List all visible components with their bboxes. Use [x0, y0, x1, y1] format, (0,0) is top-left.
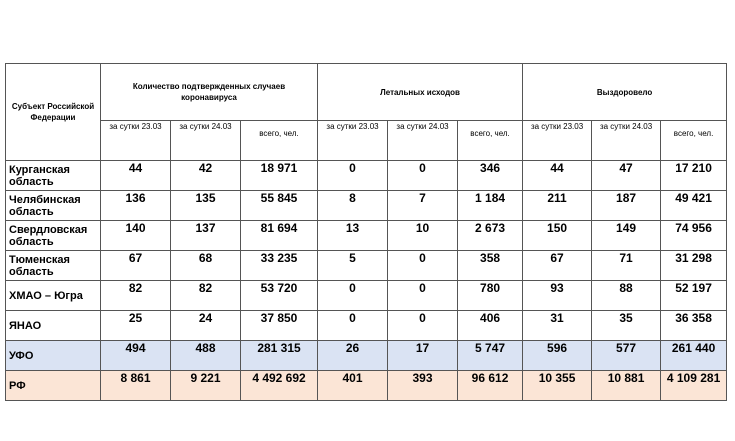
table-row [6, 311, 727, 341]
table-cell: 31 [523, 311, 592, 341]
region-name: Тюменская область [6, 251, 101, 281]
table-cell: 44 [101, 161, 171, 191]
table-cell: 10 881 [592, 371, 661, 401]
table-cell: 4 109 281 [661, 371, 727, 401]
table-cell: 406 [458, 311, 523, 341]
region-name: ХМАО – Югра [6, 281, 101, 311]
table-cell: 81 694 [241, 221, 318, 251]
table-cell: 0 [388, 311, 458, 341]
table-cell: 494 [101, 341, 171, 371]
region-name: Курганская область [6, 161, 101, 191]
table-cell: 17 [388, 341, 458, 371]
table-cell: 0 [388, 251, 458, 281]
table-cell: 33 235 [241, 251, 318, 281]
table-cell: 55 845 [241, 191, 318, 221]
table-cell: 88 [592, 281, 661, 311]
confirmed-header: Количество подтвержденных случаев коронавируса [101, 64, 318, 121]
table-cell: 0 [388, 161, 458, 191]
table-cell: 7 [388, 191, 458, 221]
covid-stats-table [5, 63, 727, 401]
table-cell: 358 [458, 251, 523, 281]
table-cell: 8 [318, 191, 388, 221]
table-cell: 36 358 [661, 311, 727, 341]
table-cell: 93 [523, 281, 592, 311]
confirmed-day2-header: за сутки 24.03 [171, 121, 241, 161]
table-cell: 96 612 [458, 371, 523, 401]
table-cell: 67 [523, 251, 592, 281]
table-cell: 47 [592, 161, 661, 191]
table-cell: 140 [101, 221, 171, 251]
table-cell: 5 [318, 251, 388, 281]
table-row-ufo-total [6, 341, 727, 371]
recovered-day2-header: за сутки 24.03 [592, 121, 661, 161]
table-cell: 0 [388, 281, 458, 311]
subject-header: Субъект Российской Федерации [6, 64, 101, 161]
table-cell: 5 747 [458, 341, 523, 371]
recovered-header: Выздоровело [523, 64, 727, 121]
table-cell: 1 184 [458, 191, 523, 221]
deaths-day1-header: за сутки 23.03 [318, 121, 388, 161]
table-cell: 67 [101, 251, 171, 281]
region-name: ЯНАО [6, 311, 101, 341]
table-row [6, 161, 727, 191]
table-cell: 10 355 [523, 371, 592, 401]
table-cell: 53 720 [241, 281, 318, 311]
table-cell: 9 221 [171, 371, 241, 401]
table-cell: 26 [318, 341, 388, 371]
table-cell: 8 861 [101, 371, 171, 401]
table-cell: 25 [101, 311, 171, 341]
table-cell: 135 [171, 191, 241, 221]
deaths-day2-header: за сутки 24.03 [388, 121, 458, 161]
table-cell: 401 [318, 371, 388, 401]
header-row-groups [6, 64, 727, 121]
table-cell: 187 [592, 191, 661, 221]
table-cell: 488 [171, 341, 241, 371]
table-cell: 44 [523, 161, 592, 191]
table-cell: 37 850 [241, 311, 318, 341]
region-name: УФО [6, 341, 101, 371]
table-cell: 0 [318, 161, 388, 191]
region-name: Свердловская область [6, 221, 101, 251]
table-cell: 82 [101, 281, 171, 311]
table-cell: 4 492 692 [241, 371, 318, 401]
table-cell: 149 [592, 221, 661, 251]
table-cell: 393 [388, 371, 458, 401]
header-row-periods [6, 121, 727, 161]
table-cell: 780 [458, 281, 523, 311]
table-cell: 2 673 [458, 221, 523, 251]
table-cell: 261 440 [661, 341, 727, 371]
table-row [6, 191, 727, 221]
table-cell: 281 315 [241, 341, 318, 371]
table-cell: 52 197 [661, 281, 727, 311]
table-cell: 71 [592, 251, 661, 281]
table-cell: 10 [388, 221, 458, 251]
confirmed-total-header: всего, чел. [241, 121, 318, 161]
table-row [6, 251, 727, 281]
table-cell: 68 [171, 251, 241, 281]
recovered-total-header: всего, чел. [661, 121, 727, 161]
table-row [6, 221, 727, 251]
table-cell: 0 [318, 311, 388, 341]
table-cell: 35 [592, 311, 661, 341]
table-cell: 49 421 [661, 191, 727, 221]
table-cell: 17 210 [661, 161, 727, 191]
table-cell: 0 [318, 281, 388, 311]
deaths-header: Летальных исходов [318, 64, 523, 121]
recovered-day1-header: за сутки 23.03 [523, 121, 592, 161]
table-cell: 150 [523, 221, 592, 251]
table-cell: 24 [171, 311, 241, 341]
table-cell: 136 [101, 191, 171, 221]
table-cell: 18 971 [241, 161, 318, 191]
deaths-total-header: всего, чел. [458, 121, 523, 161]
table-cell: 596 [523, 341, 592, 371]
table-cell: 346 [458, 161, 523, 191]
table-cell: 31 298 [661, 251, 727, 281]
table-cell: 74 956 [661, 221, 727, 251]
table-cell: 42 [171, 161, 241, 191]
table-row [6, 281, 727, 311]
confirmed-day1-header: за сутки 23.03 [101, 121, 171, 161]
table-cell: 577 [592, 341, 661, 371]
table-row-rf-total [6, 371, 727, 401]
table-cell: 13 [318, 221, 388, 251]
table-cell: 211 [523, 191, 592, 221]
table-body [6, 161, 727, 401]
table-cell: 137 [171, 221, 241, 251]
region-name: РФ [6, 371, 101, 401]
table-cell: 82 [171, 281, 241, 311]
region-name: Челябинская область [6, 191, 101, 221]
